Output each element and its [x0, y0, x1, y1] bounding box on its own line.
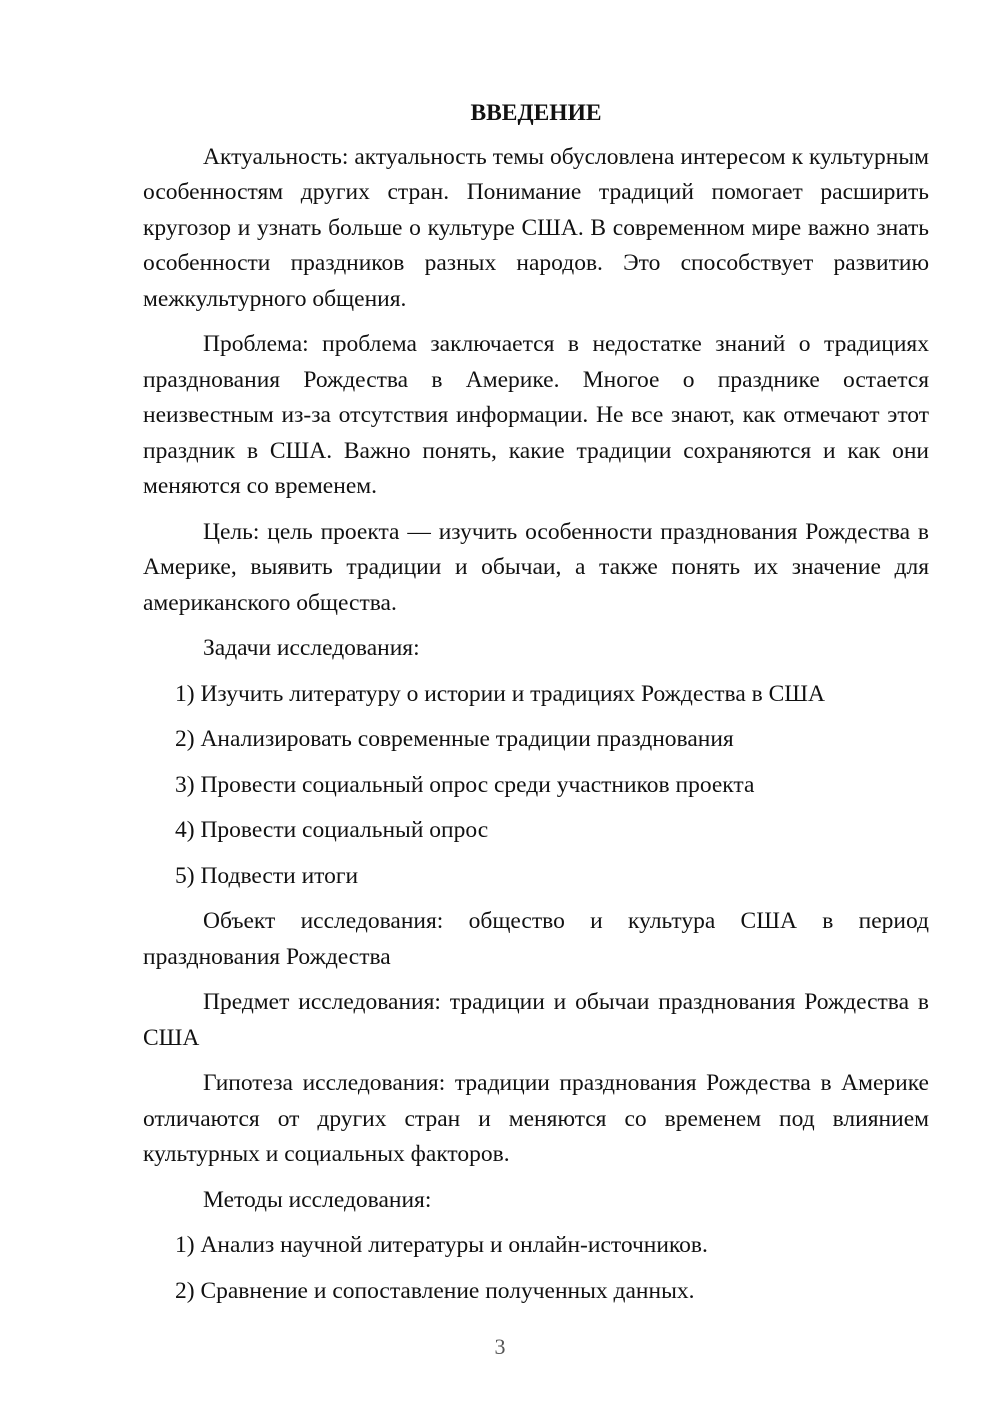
task-item: 1) Изучить литературу о истории и традициях Рождества в США — [175, 680, 825, 707]
task-item: 4) Провести социальный опрос — [175, 817, 489, 843]
hypothesis-paragraph: Гипотеза исследования: традиции празднования Рождества в Америке отличаются от других стран и меняются со временем под влиянием культурных и социальных факторов. — [143, 1070, 929, 1167]
goal-paragraph: Цель: цель проекта — изучить особенности празднования Рождества в Америке, выявить традиции и обычаи, а также понять их значение для американского общества. — [143, 518, 929, 616]
subject-paragraph: Предмет исследования: традиции и обычаи празднования Рождества в США — [143, 989, 929, 1051]
page-content — [143, 96, 929, 1319]
problem-paragraph: Проблема: проблема заключается в недостатке знаний о традициях празднования Рождества в Америке. Многое о празднике остается неизвестным из-за отсутствия информации. Не все знают, как отмечают этот праздник в США. Важно понять, какие традиции сохраняются и как они меняются со временем. — [143, 331, 929, 499]
page-number: 3 — [494, 1334, 506, 1359]
tasks-heading: Задачи исследования: — [203, 635, 420, 661]
tasks-list — [143, 677, 929, 895]
methods-heading: Методы исследования: — [203, 1186, 432, 1213]
task-item: 5) Подвести итоги — [175, 862, 359, 889]
object-paragraph: Объект исследования: общество и культура США в период празднования Рождества — [143, 908, 929, 970]
methods-list — [143, 1228, 929, 1309]
method-item: 1) Анализ научной литературы и онлайн-источников. — [175, 1232, 708, 1258]
method-item: 2) Сравнение и сопоставление полученных данных. — [175, 1277, 695, 1304]
task-item: 3) Провести социальный опрос среди участников проекта — [175, 771, 755, 798]
relevance-paragraph: Актуальность: актуальность темы обусловлена интересом к культурным особенностям других стран. Понимание традиций помогает расширить кругозор и узнать больше о культуре США. В современном мире важно знать особенности праздников разных народов. Это способствует развитию межкультурного общения. — [143, 143, 929, 312]
task-item: 2) Анализировать современные традиции празднования — [175, 726, 734, 752]
page-title: ВВЕДЕНИЕ — [470, 100, 602, 126]
